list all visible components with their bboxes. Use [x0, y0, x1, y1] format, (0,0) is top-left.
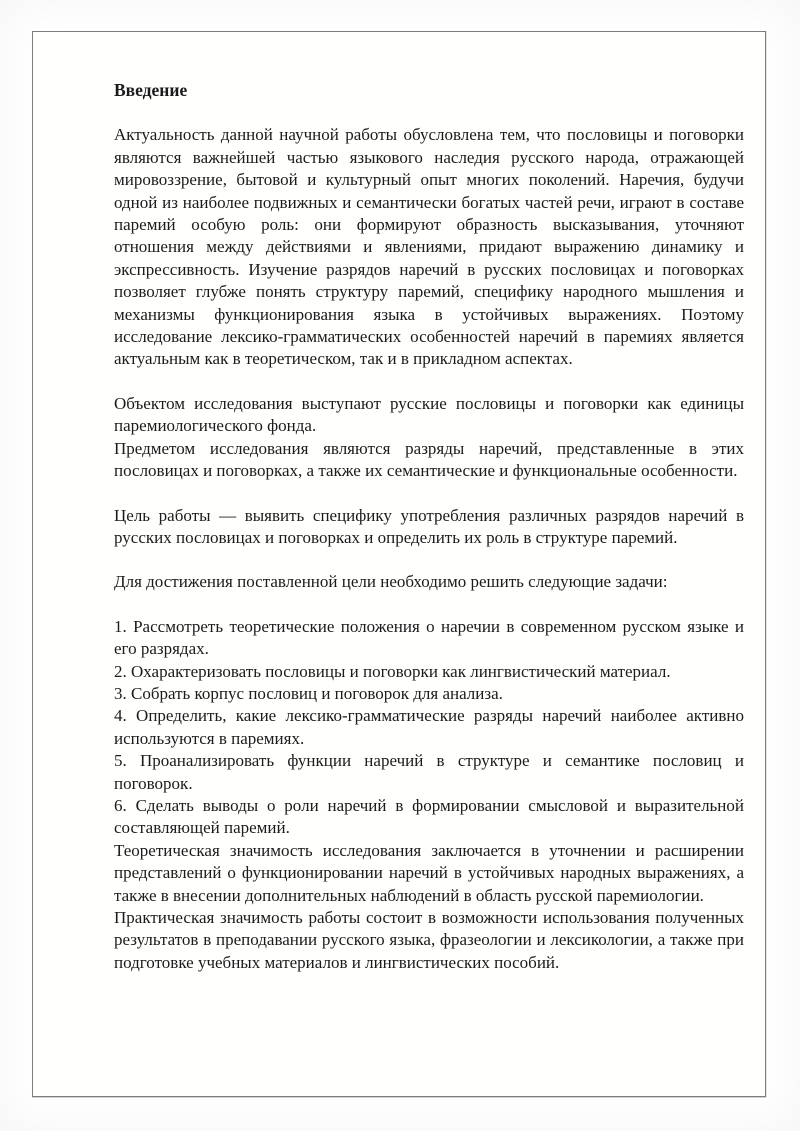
paragraph-tasks-intro: Для достижения поставленной цели необходимо решить следующие задачи:: [114, 572, 668, 592]
task-item-3: 3. Собрать корпус пословиц и поговорок для анализа.: [114, 683, 503, 703]
page-frame: [32, 31, 766, 1097]
task-item-2: 2. Охарактеризовать пословицы и поговорки как лингвистический материал.: [114, 661, 671, 681]
section-heading-introduction: Введение: [114, 80, 188, 100]
task-item-4: 4. Определить, какие лексико-грамматические разряды наречий наиболее активно используются в паремиях.: [114, 706, 744, 748]
paragraph-research-object: Объектом исследования выступают русские пословицы и поговорки как единицы паремиологического фонда.: [114, 393, 744, 436]
task-item-6: 6. Сделать выводы о роли наречий в формировании смысловой и выразительной составляющей паремий.: [114, 795, 744, 838]
task-item-1: 1. Рассмотреть теоретические положения о наречии в современном русском языке и его разрядах.: [114, 616, 744, 659]
paragraph-relevance: Актуальность данной научной работы обусловлена тем, что пословицы и поговорки являются важнейшей частью языкового наследия русского народа, отражающей мировоззрение, бытовой и культурный опыт многих поколений. Наречия, будучи одной из наиболее подвижных и семантически богатых частей речи, играют в составе паремий особую роль: они формируют образность высказывания, уточняют отношения между действиями и явлениями, придают выражению динамику и экспрессивность. Изучение разрядов наречий в русских пословицах и поговорках позволяет глубже понять структуру паремий, специфику народного мышления и механизмы функционирования языка в устойчивых выражениях. Поэтому исследование лексико-грамматических особенностей наречий в паремиях является актуальным как в теоретическом, так и в прикладном аспектах.: [114, 125, 744, 369]
paragraph-practical-significance: Практическая значимость работы состоит в возможности использования полученных результатов в преподавании русского языка, фразеологии и лексикологии, а также при подготовке учебных материалов и лингвистических пособий.: [114, 908, 744, 972]
paragraph-goal: Цель работы — выявить специфику употребления различных разрядов наречий в русских пословицах и поговорках и определить их роль в структуре паремий.: [114, 505, 744, 547]
task-list: [114, 616, 744, 840]
page-content: [114, 79, 744, 974]
paragraph-theoretical-significance: Теоретическая значимость исследования заключается в уточнении и расширении представлений о функционировании наречий в устойчивых народных выражениях, а также в внесении дополнительных наблюдений в область русской паремиологии.: [114, 840, 744, 905]
paragraph-research-subject: Предметом исследования являются разряды наречий, представленные в этих пословицах и поговорках, а также их семантические и функциональные особенности.: [114, 438, 744, 481]
task-item-5: 5. Проанализировать функции наречий в структуре и семантике пословиц и поговорок.: [114, 751, 744, 793]
